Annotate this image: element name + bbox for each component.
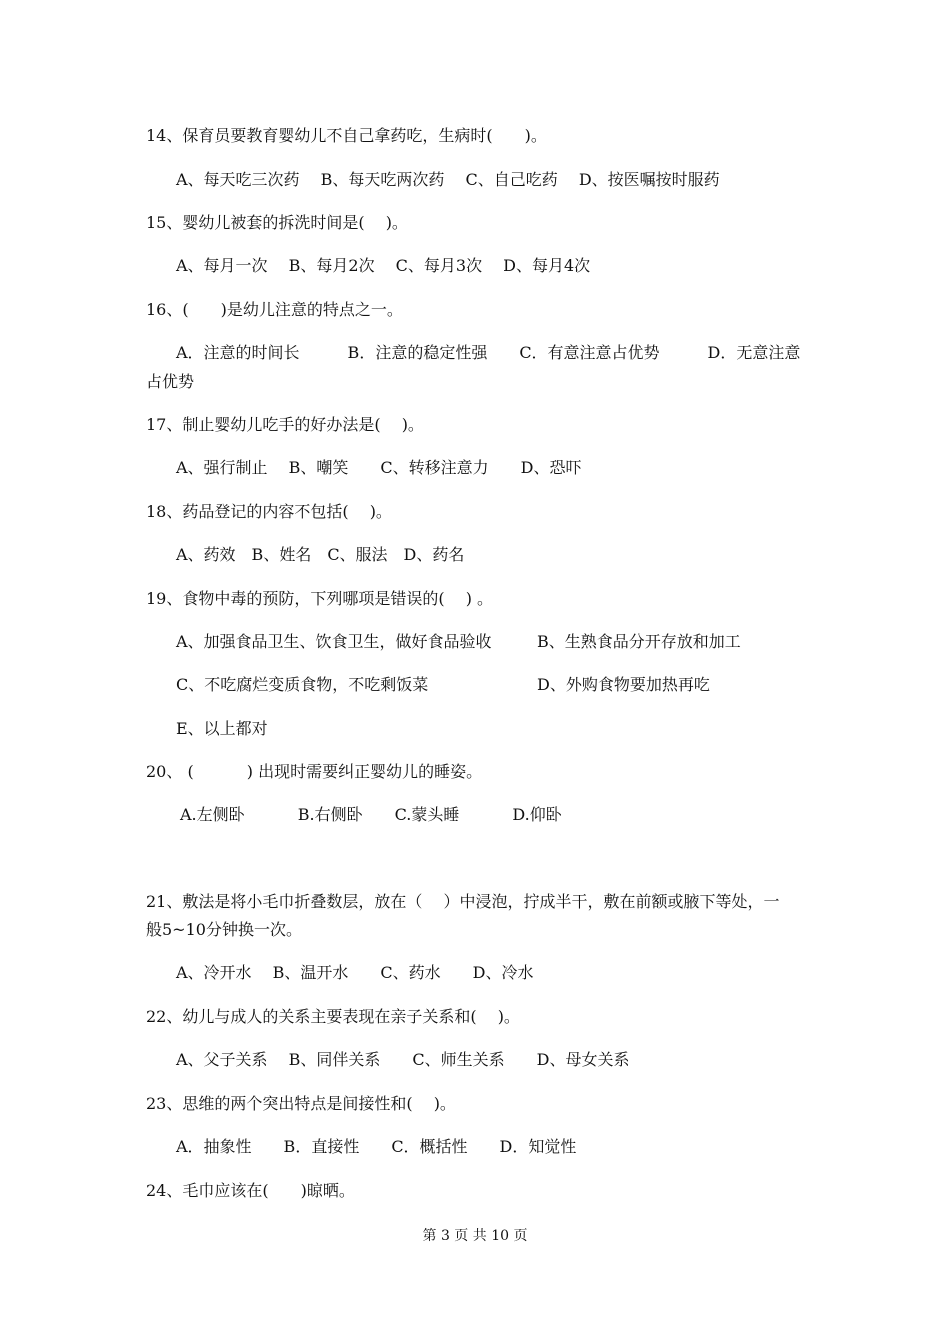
question-19: 19、食物中毒的预防，下列哪项是错误的( ) 。 bbox=[146, 589, 494, 608]
question-21-continued: 般5~10分钟换一次。 bbox=[146, 920, 302, 939]
question-16-options-continued: 占优势 bbox=[146, 372, 195, 391]
question-14: 14、保育员要教育婴幼儿不自己拿药吃，生病时( )。 bbox=[146, 126, 547, 145]
question-14-options: A、每天吃三次药 B、每天吃两次药 C、自己吃药 D、按医嘱按时服药 bbox=[176, 170, 720, 189]
question-23: 23、思维的两个突出特点是间接性和( )。 bbox=[146, 1094, 456, 1113]
question-22: 22、幼儿与成人的关系主要表现在亲子关系和( )。 bbox=[146, 1007, 520, 1026]
question-17-options: A、强行制止 B、嘲笑 C、转移注意力 D、恐吓 bbox=[176, 458, 582, 477]
question-15: 15、婴幼儿被套的拆洗时间是( )。 bbox=[146, 213, 408, 232]
question-24: 24、毛巾应该在( )晾晒。 bbox=[146, 1181, 355, 1200]
question-18-options: A、药效 B、姓名 C、服法 D、药名 bbox=[176, 545, 465, 564]
question-17: 17、制止婴幼儿吃手的好办法是( )。 bbox=[146, 415, 424, 434]
question-20-options: A.左侧卧 B.右侧卧 C.蒙头睡 D.仰卧 bbox=[180, 805, 562, 824]
question-19-option-b: B、生熟食品分开存放和加工 bbox=[537, 632, 741, 651]
question-19-option-e: E、以上都对 bbox=[176, 719, 268, 738]
question-19-option-d: D、外购食物要加热再吃 bbox=[537, 675, 710, 694]
question-15-options: A、每月一次 B、每月2次 C、每月3次 D、每月4次 bbox=[176, 256, 591, 275]
question-19-option-c: C、不吃腐烂变质食物，不吃剩饭菜 bbox=[176, 675, 429, 694]
page-number-footer: 第 3 页 共 10 页 bbox=[422, 1228, 528, 1244]
question-16-options: A．注意的时间长 B．注意的稳定性强 C．有意注意占优势 D．无意注意 bbox=[176, 343, 801, 362]
question-16: 16、( )是幼儿注意的特点之一。 bbox=[146, 300, 403, 319]
question-18: 18、药品登记的内容不包括( )。 bbox=[146, 502, 392, 521]
question-20: 20、 ( ) 出现时需要纠正婴幼儿的睡姿。 bbox=[146, 762, 483, 781]
question-23-options: A．抽象性 B．直接性 C．概括性 D．知觉性 bbox=[176, 1137, 577, 1156]
question-22-options: A、父子关系 B、同伴关系 C、师生关系 D、母女关系 bbox=[176, 1050, 630, 1069]
question-21: 21、敷法是将小毛巾折叠数层，放在（ ）中浸泡，拧成半干，敷在前额或腋下等处，一 bbox=[146, 892, 780, 911]
question-19-option-a: A、加强食品卫生、饮食卫生，做好食品验收 bbox=[176, 632, 492, 651]
question-21-options: A、冷开水 B、温开水 C、药水 D、冷水 bbox=[176, 963, 534, 982]
